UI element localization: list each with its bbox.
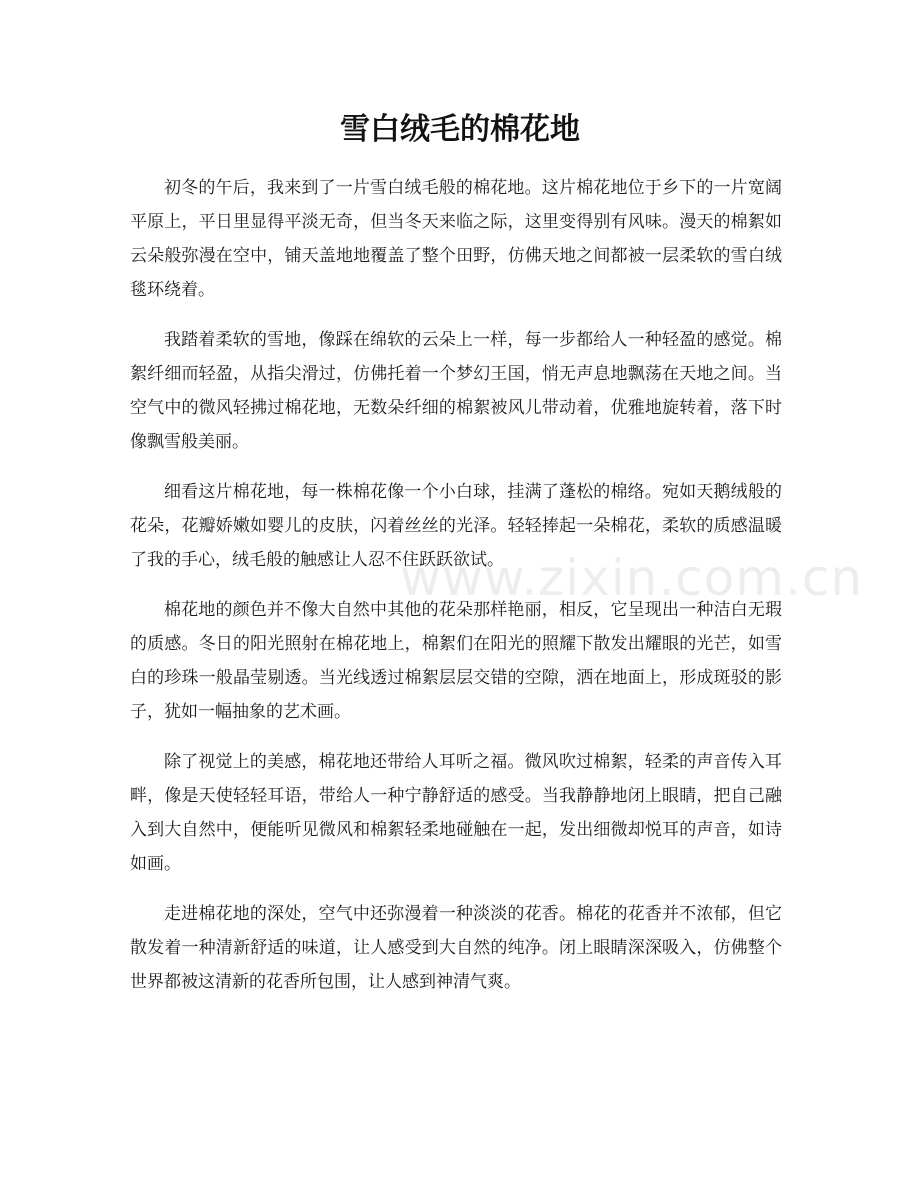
paragraph-5: 除了视觉上的美感，棉花地还带给人耳听之福。微风吹过棉絮，轻柔的声音传入耳畔，像是天使轻轻耳语，带给人一种宁静舒适的感受。当我静静地闭上眼睛，把自己融入到大自然中，便能听见微风和棉絮轻柔地碰触在一起，发出细微却悦耳的声音，如诗如画。 xyxy=(130,752,782,874)
paragraph-4: 棉花地的颜色并不像大自然中其他的花朵那样艳丽，相反，它呈现出一种洁白无瑕的质感。冬日的阳光照射在棉花地上，棉絮们在阳光的照耀下散发出耀眼的光芒，如雪白的珍珠一般晶莹剔透。当光线透过棉絮层层交错的空隙，洒在地面上，形成斑驳的影子，犹如一幅抽象的艺术画。 xyxy=(130,600,782,722)
paragraph-1: 初冬的午后，我来到了一片雪白绒毛般的棉花地。这片棉花地位于乡下的一片宽阔平原上，平日里显得平淡无奇，但当冬天来临之际，这里变得别有风味。漫天的棉絮如云朵般弥漫在空中，铺天盖地地覆盖了整个田野，仿佛天地之间都被一层柔软的雪白绒毯环绕着。 xyxy=(130,178,782,300)
watermark: www.zixin.com.cn xyxy=(400,549,864,607)
paragraph-3: 细看这片棉花地，每一株棉花像一个小白球，挂满了蓬松的棉络。宛如天鹅绒般的花朵，花瓣娇嫩如婴儿的皮肤，闪着丝丝的光泽。轻轻捧起一朵棉花，柔软的质感温暖了我的手心，绒毛般的触感让人忍不住跃跃欲试。 xyxy=(130,482,782,570)
paragraph-2: 我踏着柔软的雪地，像踩在绵软的云朵上一样，每一步都给人一种轻盈的感觉。棉絮纤细而轻盈，从指尖滑过，仿佛托着一个梦幻王国，悄无声息地飘荡在天地之间。当空气中的微风轻拂过棉花地，无数朵纤细的棉絮被风儿带动着，优雅地旋转着，落下时像飘雪般美丽。 xyxy=(130,330,782,452)
article-body xyxy=(130,171,782,1015)
paragraph-6: 走进棉花地的深处，空气中还弥漫着一种淡淡的花香。棉花的花香并不浓郁，但它散发着一种清新舒适的味道，让人感受到大自然的纯净。闭上眼睛深深吸入，仿佛整个世界都被这清新的花香所包围，让人感到神清气爽。 xyxy=(130,904,782,992)
page-title: 雪白绒毛的棉花地 xyxy=(340,112,580,147)
